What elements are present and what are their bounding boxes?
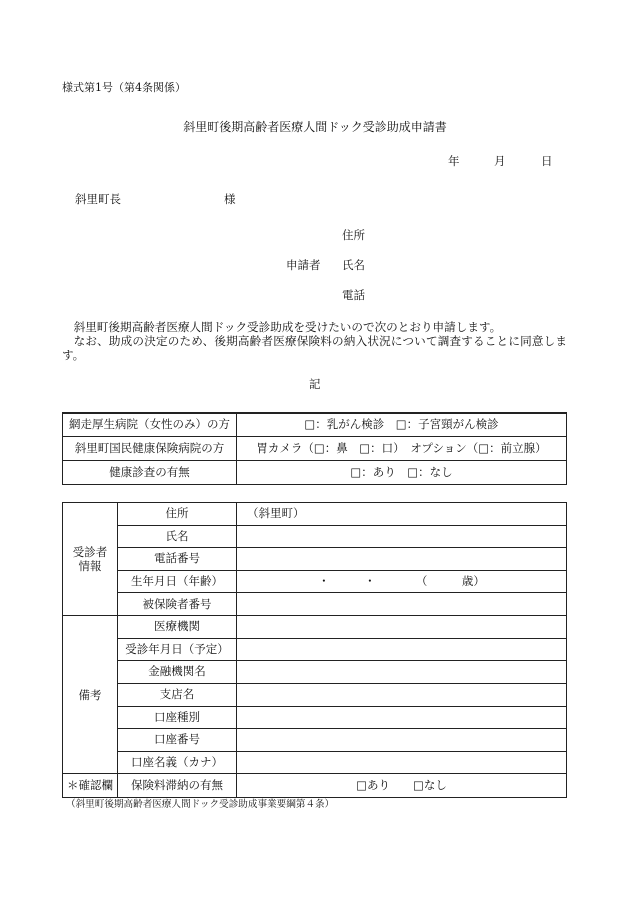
field-label-exam-date: 受診年月日（予定） (118, 639, 237, 662)
examinee-group-label (63, 503, 118, 616)
statement-paragraph-1: 斜里町後期高齢者医療人間ドック受診助成を受けたいので次のとおり申請します。 (73, 320, 502, 334)
details-table (62, 502, 567, 798)
field-value-exam-date (237, 639, 566, 662)
field-value-name (237, 526, 566, 549)
field-value-account-number (237, 729, 566, 752)
applicant-role-label: 申請者 (286, 258, 321, 272)
field-value-account-type (237, 707, 566, 730)
field-value-bank-name (237, 661, 566, 684)
field-value-insured-number (237, 593, 566, 616)
options-row-label: 健康診査の有無 (63, 461, 237, 484)
options-row-value: □：あり □：なし (350, 464, 453, 479)
options-row-label: 網走厚生病院（女性のみ）の方 (63, 414, 237, 437)
application-statement (62, 320, 567, 362)
statement-paragraph-2: なお、助成の決定のため、後期高齢者医療保険料の納入状況について調査することに同意します。 (62, 334, 567, 362)
form-number: 様式第1号（第4条関係） (62, 81, 186, 94)
field-label-phone: 電話番号 (118, 548, 237, 571)
field-label-address: 住所 (118, 503, 237, 526)
document-title: 斜里町後期高齢者医療人間ドック受診助成申請書 (183, 120, 447, 134)
addressee-honorific: 様 (224, 192, 236, 206)
field-label-birthdate: 生年月日（年齢） (118, 571, 237, 594)
options-row-value: 胃カメラ（□：鼻 □：口） オプション（□：前立腺） (237, 437, 566, 460)
field-value-medical-institution (237, 616, 566, 639)
note-heading: 記 (309, 377, 321, 391)
field-value-birthdate: ・ ・ （ 歳） (237, 571, 566, 594)
footer-reference: （斜里町後期高齢者医療人間ドック受診助成事業要綱第４条） (66, 799, 335, 810)
date-day-label: 日 (541, 154, 553, 168)
remarks-group-label: 備考 (63, 616, 118, 774)
applicant-phone-label: 電話 (342, 288, 365, 302)
options-row-label: 斜里町国民健康保険病院の方 (63, 437, 237, 460)
field-label-insured-number: 被保険者番号 (118, 593, 237, 616)
date-month-label: 月 (494, 154, 506, 168)
field-label-bank-name: 金融機関名 (118, 661, 237, 684)
field-label-medical-institution: 医療機関 (118, 616, 237, 639)
field-label-premium-arrears: 保険料滞納の有無 (118, 774, 237, 797)
field-value-phone (237, 548, 566, 571)
addressee-name: 斜里町長 (75, 192, 121, 206)
applicant-address-label: 住所 (342, 228, 365, 242)
confirmation-label: ＊確認欄 (63, 774, 118, 797)
options-row-value: □：乳がん検診 □：子宮頸がん検診 (237, 414, 566, 437)
date-year-label: 年 (448, 154, 460, 168)
field-label-account-type: 口座種別 (118, 707, 237, 730)
field-value-premium-arrears: □あり □なし (356, 777, 447, 792)
field-value-account-holder-kana (237, 752, 566, 775)
field-label-branch-name: 支店名 (118, 684, 237, 707)
field-label-account-holder-kana: 口座名義（カナ） (118, 752, 237, 775)
options-table (62, 412, 567, 485)
examinee-group-label-line: 受診者 (72, 545, 108, 560)
field-label-account-number: 口座番号 (118, 729, 237, 752)
field-value-address: （斜里町） (237, 503, 566, 526)
examinee-group-label-line: 情報 (78, 559, 102, 574)
field-value-branch-name (237, 684, 566, 707)
field-label-name: 氏名 (118, 526, 237, 549)
applicant-name-label: 氏名 (342, 258, 365, 272)
